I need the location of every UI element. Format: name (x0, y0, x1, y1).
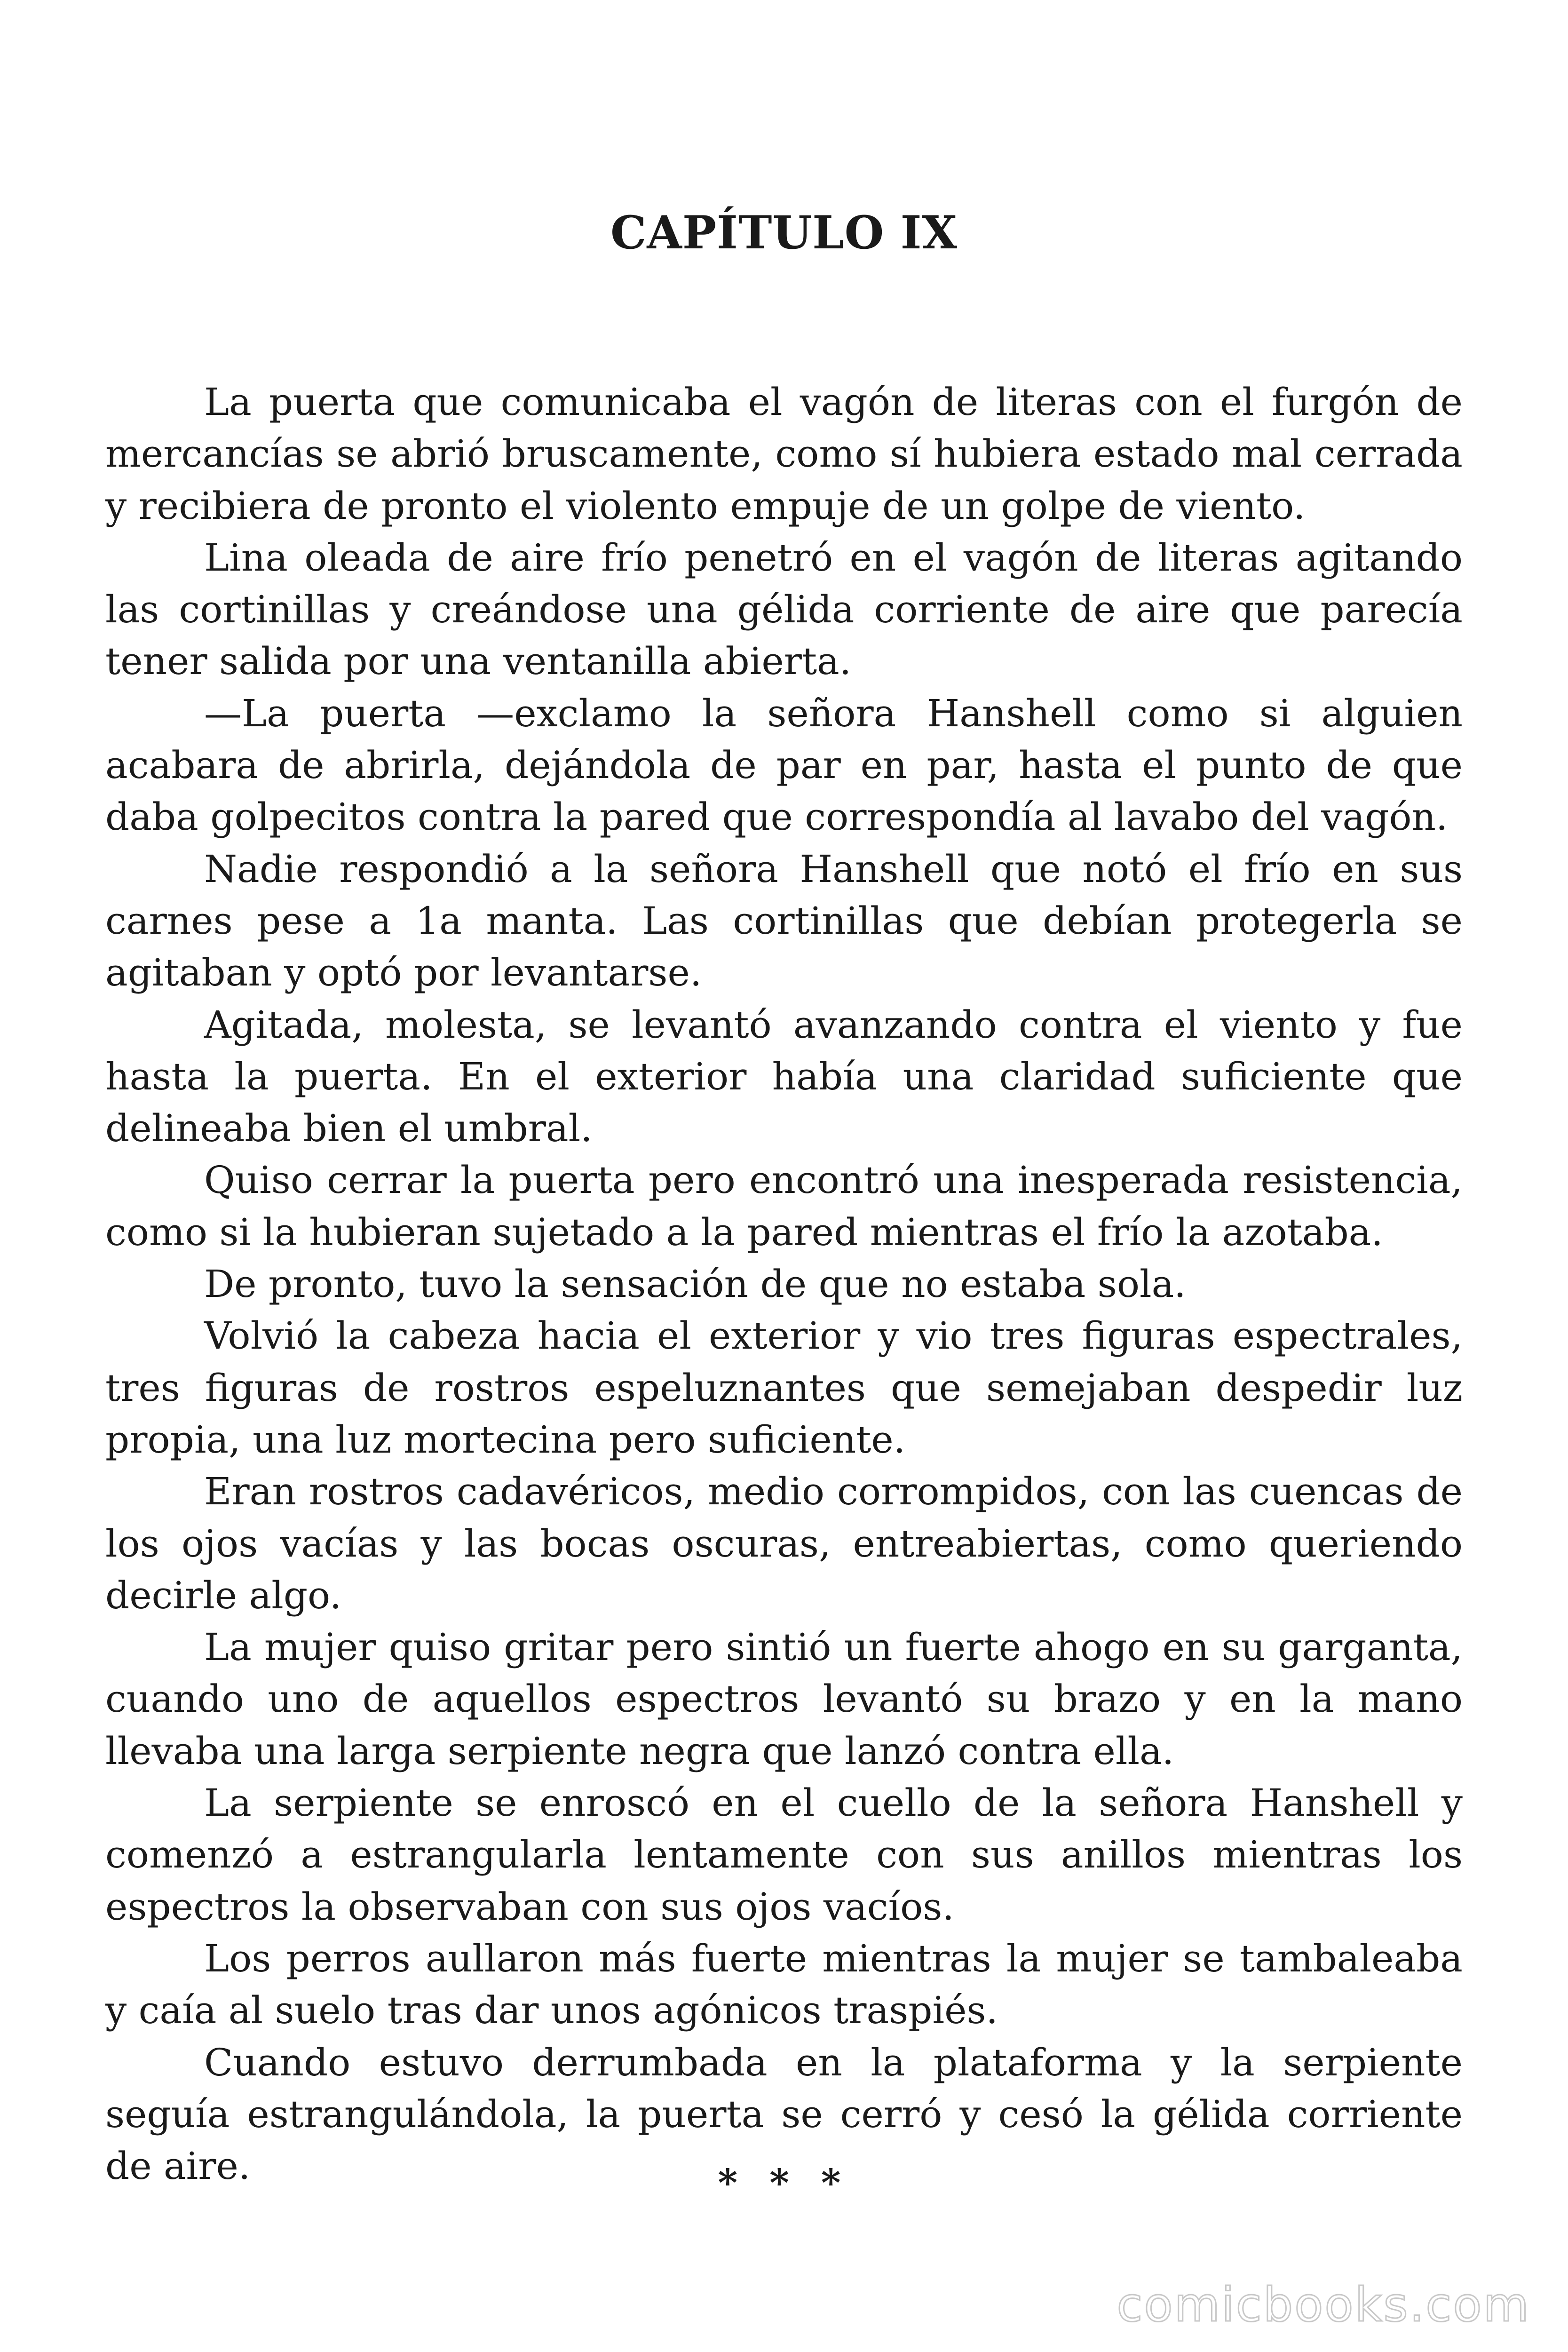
paragraph: Quiso cerrar la puerta pero encontró una inesperada resistencia, como si la hubieran sujetado a la pared mientras el frío la azotaba. (105, 1158, 1463, 1254)
paragraph: Cuando estuvo derrumbada en la plataforma y la serpiente seguía estrangulándola, la puerta se cerró y cesó la gélida corriente de aire. (105, 2040, 1463, 2188)
paragraph: Lina oleada de aire frío penetró en el vagón de literas agitando las cortinillas y creándose una gélida corriente de aire que parecía tener salida por una ventanilla abierta. (105, 535, 1463, 683)
chapter-title: CAPÍTULO IX (610, 206, 958, 259)
paragraph: Los perros aullaron más fuerte mientras la mujer se tambaleaba y caía al suelo tras dar unos agónicos traspiés. (105, 1936, 1463, 2033)
paragraph: De pronto, tuvo la sensación de que no estaba sola. (204, 1262, 1186, 1306)
paragraph: La mujer quiso gritar pero sintió un fuerte ahogo en su garganta, cuando uno de aquellos espectros levantó su brazo y en la mano llevaba una larga serpiente negra que lanzó contra ella. (105, 1625, 1463, 1773)
paragraph: Agitada, molesta, se levantó avanzando contra el viento y fue hasta la puerta. En el exterior había una claridad suficiente que delineaba bien el umbral. (105, 1002, 1463, 1151)
paragraph: Nadie respondió a la señora Hanshell que notó el frío en sus carnes pese a 1a manta. Las cortinillas que debían protegerla se agitaban y optó por levantarse. (105, 847, 1463, 995)
chapter-body (105, 376, 1463, 2192)
watermark: comicbooks.com (1117, 2277, 1530, 2332)
paragraph: La serpiente se enroscó en el cuello de la señora Hanshell y comenzó a estrangularla lentamente con sus anillos mientras los espectros la observaban con sus ojos vacíos. (105, 1781, 1463, 1929)
paragraph: La puerta que comunicaba el vagón de literas con el furgón de mercancías se abrió bruscamente, como sí hubiera estado mal cerrada y recibiera de pronto el violento empuje de un golpe de viento. (105, 380, 1463, 528)
section-break: * * * (718, 2161, 850, 2205)
paragraph: Eran rostros cadavéricos, medio corrompidos, con las cuencas de los ojos vacías y las bocas oscuras, entreabiertas, como queriendo decirle algo. (105, 1470, 1463, 1617)
paragraph: Volvió la cabeza hacia el exterior y vio tres figuras espectrales, tres figuras de rostros espeluznantes que semejaban despedir luz propia, una luz mortecina pero suficiente. (105, 1314, 1463, 1462)
paragraph: —La puerta —exclamo la señora Hanshell como si alguien acabara de abrirla, dejándola de par en par, hasta el punto de que daba golpecitos contra la pared que correspondía al lavabo del vagón. (105, 691, 1463, 839)
